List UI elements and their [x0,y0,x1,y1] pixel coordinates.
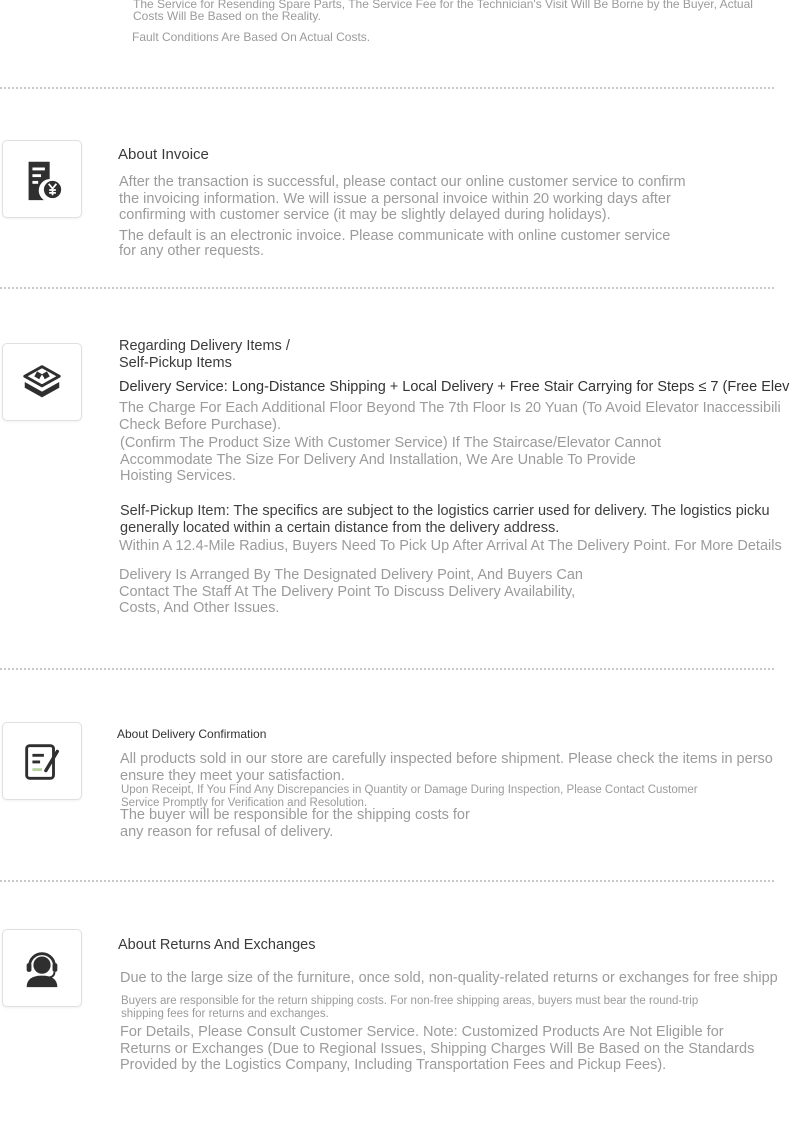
delivery-title-line: Regarding Delivery Items / [119,338,290,354]
text-line: Upon Receipt, If You Find Any Discrepancies in Quantity or Damage During Inspection, Please Contact Customer [121,784,698,796]
confirmation-title: About Delivery Confirmation [117,727,267,741]
pickup-paragraph [120,503,770,536]
customer-service-headset-icon [19,945,65,991]
text-line: Check Before Purchase). [119,416,281,433]
text-line: Provided by the Logistics Company, Including Transportation Fees and Pickup Fees). [120,1057,667,1073]
section-divider [0,287,774,289]
returns-icon-box [2,929,82,1007]
radius-text: Within A 12.4-Mile Radius, Buyers Need To Pick Up After Arrival At The Delivery Point. For More Details [119,538,782,554]
text-line: After the transaction is successful, please contact our online customer service to confirm [119,174,686,190]
returns-note [121,995,698,1020]
section-divider [0,880,774,882]
text-line: generally located within a certain distance from the delivery address. [120,519,560,536]
text-line: ensure they meet your satisfaction. [120,767,345,784]
text-line: All products sold in our store are carefully inspected before shipment. Please check the items in perso [120,751,773,767]
invoice-paragraph [119,229,670,259]
invoice-icon-box [2,140,82,218]
delivery-service-text: Delivery Service: Long-Distance Shipping + Local Delivery + Free Stair Carrying for Steps ≤ 7 (Free Elev [119,379,790,395]
invoice-paragraph [119,174,686,224]
top-note-line: The Service for Resending Spare Parts, The Service Fee for the Technician's Visit Will Be Borne by the Buyer, Actual [133,0,753,11]
delivery-paragraph [119,400,781,433]
text-line: Costs, And Other Issues. [119,600,280,616]
delivery-box-icon [19,359,65,405]
text-line: (Confirm The Product Size With Customer Service) If The Staircase/Elevator Cannot [120,435,662,451]
delivery-title [119,338,290,372]
text-line: Hoisting Services. [120,468,237,484]
text-line: confirming with customer service (it may be slightly delayed during holidays). [119,207,611,223]
text-line: the invoicing information. We will issue a personal invoice within 20 working days after [119,190,671,207]
text-line: For Details, Please Consult Customer Service. Note: Customized Products Are Not Eligible for [120,1024,724,1040]
invoice-title: About Invoice [118,146,209,163]
text-line: The buyer will be responsible for the shipping costs for [120,807,470,823]
delivery-paragraph [119,567,583,617]
section-divider [0,87,774,89]
returns-title: About Returns And Exchanges [118,937,316,953]
text-line: Buyers are responsible for the return shipping costs. For non-free shipping areas, buyers must bear the round-trip [121,995,699,1007]
section-divider [0,668,774,670]
text-line: shipping fees for returns and exchanges. [121,1007,329,1020]
text-line: any reason for refusal of delivery. [120,823,334,840]
delivery-icon-box [2,343,82,421]
confirmation-paragraph [120,751,773,784]
text-line: Contact The Staff At The Delivery Point To Discuss Delivery Availability, [119,583,576,600]
returns-text: Due to the large size of the furniture, once sold, non-quality-related returns or exchanges for free shipp [120,970,778,986]
returns-paragraph [120,1024,754,1074]
confirmation-icon-box [2,722,82,800]
confirmation-paragraph [120,807,470,840]
text-line: The default is an electronic invoice. Please communicate with online customer service [119,228,671,244]
text-line: Returns or Exchanges (Due to Regional Issues, Shipping Charges Will Be Based on the Standards [120,1040,755,1057]
text-line: Delivery Is Arranged By The Designated Delivery Point, And Buyers Can [119,567,583,583]
text-line: The Charge For Each Additional Floor Beyond The 7th Floor Is 20 Yuan (To Avoid Elevator Inaccessibili [119,400,781,416]
delivery-paragraph [120,435,661,485]
top-note-line: Fault Conditions Are Based On Actual Costs. [132,30,371,44]
top-notes [133,0,753,22]
top-note-line: Costs Will Be Based on the Reality. [133,9,321,23]
text-line: Self-Pickup Item: The specifics are subject to the logistics carrier used for delivery. The logistics picku [120,503,770,519]
text-line: Service Promptly for Verification and Resolution. [121,796,368,809]
checklist-document-icon [19,738,65,784]
text-line: for any other requests. [119,243,265,259]
confirmation-note [121,784,698,809]
text-line: Accommodate The Size For Delivery And Installation, We Are Unable To Provide [120,451,636,468]
delivery-title-line: Self-Pickup Items [119,355,232,371]
invoice-yen-icon [19,156,65,202]
